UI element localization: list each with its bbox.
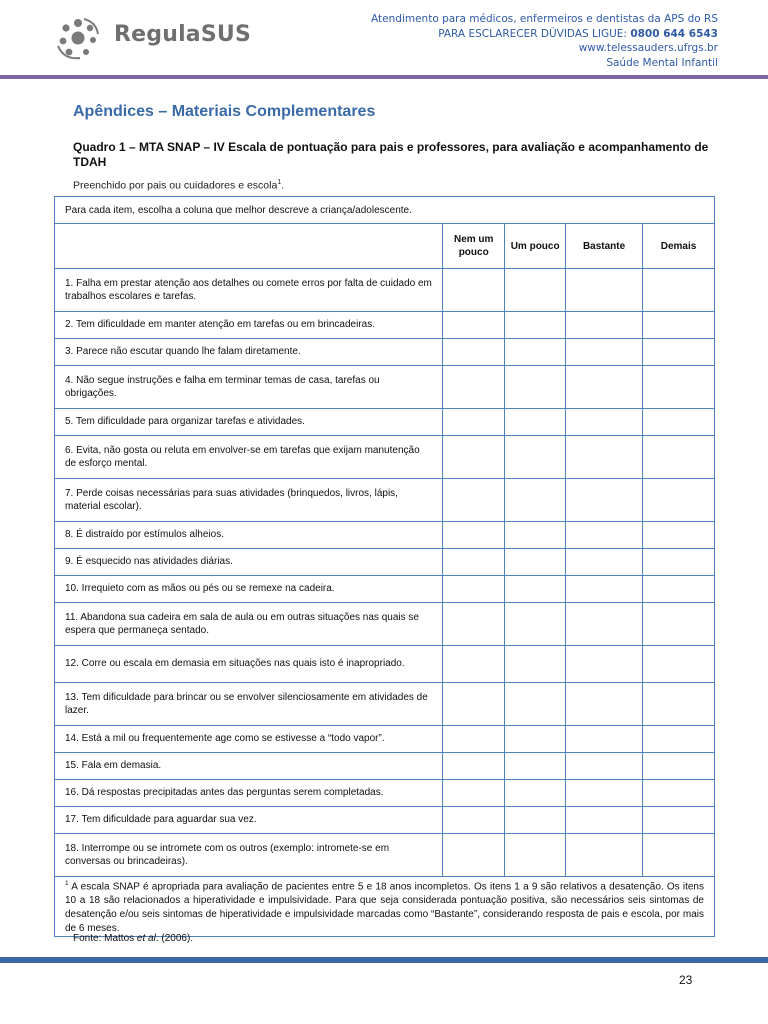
answer-cell[interactable] xyxy=(443,409,505,436)
answer-cell[interactable] xyxy=(443,834,505,877)
answer-cell[interactable] xyxy=(505,603,566,646)
table-row xyxy=(55,409,715,436)
header-phone-label: PARA ESCLARECER DÚVIDAS LIGUE: xyxy=(438,27,631,40)
answer-cell[interactable] xyxy=(643,436,715,479)
answer-cell[interactable] xyxy=(505,780,566,807)
answer-cell[interactable] xyxy=(505,834,566,877)
source-suffix: . (2006). xyxy=(155,933,194,944)
answer-cell[interactable] xyxy=(643,753,715,780)
column-header: Nem um pouco xyxy=(443,224,505,269)
logo-wordmark xyxy=(114,22,251,47)
table-row xyxy=(55,683,715,726)
footer-divider-bar xyxy=(0,957,768,963)
answer-cell[interactable] xyxy=(443,436,505,479)
page-number: 23 xyxy=(679,973,693,987)
answer-cell[interactable] xyxy=(566,753,643,780)
answer-cell[interactable] xyxy=(643,269,715,312)
item-text: 13. Tem dificuldade para brincar ou se envolver silenciosamente em atividades de lazer. xyxy=(55,683,443,726)
header-topic: Saúde Mental Infantil xyxy=(606,56,718,69)
item-text: 7. Perde coisas necessárias para suas atividades (brinquedos, livros, lápis, material escolar). xyxy=(55,479,443,522)
answer-cell[interactable] xyxy=(566,312,643,339)
item-text: 10. Irrequieto com as mãos ou pés ou se remexe na cadeira. xyxy=(55,576,443,603)
answer-cell[interactable] xyxy=(566,269,643,312)
logo-text-bold: SUS xyxy=(200,22,252,47)
answer-cell[interactable] xyxy=(643,339,715,366)
table-row xyxy=(55,549,715,576)
answer-cell[interactable] xyxy=(505,409,566,436)
logo-text: Regula xyxy=(114,22,201,47)
answer-cell[interactable] xyxy=(566,603,643,646)
source-citation xyxy=(73,933,193,944)
answer-cell[interactable] xyxy=(443,549,505,576)
answer-cell[interactable] xyxy=(505,269,566,312)
table-row xyxy=(55,646,715,683)
fill-note-sup: 1 xyxy=(277,179,282,186)
answer-cell[interactable] xyxy=(566,576,643,603)
answer-cell[interactable] xyxy=(443,726,505,753)
answer-cell[interactable] xyxy=(643,312,715,339)
item-text: 8. É distraído por estímulos alheios. xyxy=(55,522,443,549)
section-title: Apêndices – Materiais Complementares xyxy=(73,103,376,120)
item-text: 3. Parece não escutar quando lhe falam diretamente. xyxy=(55,339,443,366)
table-row xyxy=(55,312,715,339)
answer-cell[interactable] xyxy=(443,479,505,522)
answer-cell[interactable] xyxy=(443,807,505,834)
answer-cell[interactable] xyxy=(505,312,566,339)
table-row xyxy=(55,522,715,549)
answer-cell[interactable] xyxy=(566,549,643,576)
item-text: 4. Não segue instruções e falha em terminar temas de casa, tarefas ou obrigações. xyxy=(55,366,443,409)
answer-cell[interactable] xyxy=(566,646,643,683)
header-divider-bar xyxy=(0,75,768,79)
item-text: 14. Está a mil ou frequentemente age como se estivesse a “todo vapor”. xyxy=(55,726,443,753)
column-header: Demais xyxy=(643,224,715,269)
answer-cell[interactable] xyxy=(443,312,505,339)
answer-cell[interactable] xyxy=(505,807,566,834)
answer-cell[interactable] xyxy=(505,576,566,603)
answer-cell[interactable] xyxy=(566,683,643,726)
answer-cell[interactable] xyxy=(443,753,505,780)
answer-cell[interactable] xyxy=(643,780,715,807)
regulasus-logo xyxy=(54,16,252,62)
item-text: 5. Tem dificuldade para organizar tarefas e atividades. xyxy=(55,409,443,436)
answer-cell[interactable] xyxy=(566,436,643,479)
table-row xyxy=(55,807,715,834)
answer-cell[interactable] xyxy=(443,339,505,366)
answer-cell[interactable] xyxy=(505,479,566,522)
answer-cell[interactable] xyxy=(643,549,715,576)
answer-cell[interactable] xyxy=(505,436,566,479)
header-info-line1: Atendimento para médicos, enfermeiros e dentistas da APS do RS xyxy=(371,13,718,25)
instruction-row xyxy=(55,197,715,224)
footnote-text: A escala SNAP é apropriada para avaliação de pacientes entre 5 e 18 anos incompletos. Os itens 1 a 9 são relativos a desatenção. Os itens 10 a 18 são relacionados a hiperatividade e impulsividade. Para que seja considerada pontuação positiva, são necessários seis sintomas de desatenção e/ou seis sintomas de hiperatividade e impulsividade marcadas como “Bastante”, considerando resposta de pais e escola, por mais de 6 meses. xyxy=(65,881,704,934)
fill-note: Preenchido por pais ou cuidadores e escola$^1$. xyxy=(73,179,285,192)
answer-cell[interactable] xyxy=(443,603,505,646)
table-row xyxy=(55,366,715,409)
regulasus-logo-icon xyxy=(54,16,102,62)
item-text: 9. É esquecido nas atividades diárias. xyxy=(55,549,443,576)
answer-cell[interactable] xyxy=(643,646,715,683)
answer-cell[interactable] xyxy=(643,522,715,549)
item-text: 6. Evita, não gosta ou reluta em envolver-se em tarefas que exijam manutenção de esforço mental. xyxy=(55,436,443,479)
answer-cell[interactable] xyxy=(566,834,643,877)
answer-cell[interactable] xyxy=(643,683,715,726)
item-text: 15. Fala em demasia. xyxy=(55,753,443,780)
table-row xyxy=(55,603,715,646)
column-header-row xyxy=(55,224,715,269)
header-website: www.telessauders.ufrgs.br xyxy=(578,42,718,55)
column-header: Bastante xyxy=(566,224,643,269)
item-text: 18. Interrompe ou se intromete com os outros (exemplo: intromete-se em conversas ou brincadeiras). xyxy=(55,834,443,877)
answer-cell[interactable] xyxy=(566,339,643,366)
answer-cell[interactable] xyxy=(443,646,505,683)
source-italic: et al xyxy=(136,933,156,944)
answer-cell[interactable] xyxy=(505,549,566,576)
header-info-line2 xyxy=(371,27,718,42)
answer-cell[interactable] xyxy=(566,479,643,522)
answer-cell[interactable] xyxy=(443,576,505,603)
answer-cell[interactable] xyxy=(566,780,643,807)
answer-cell[interactable] xyxy=(566,807,643,834)
table-row xyxy=(55,479,715,522)
answer-cell[interactable] xyxy=(643,366,715,409)
answer-cell[interactable] xyxy=(643,834,715,877)
answer-cell[interactable] xyxy=(443,522,505,549)
item-text: 12. Corre ou escala em demasia em situações nas quais isto é inapropriado. xyxy=(55,646,443,683)
answer-cell[interactable] xyxy=(643,479,715,522)
answer-cell[interactable] xyxy=(643,576,715,603)
answer-cell[interactable] xyxy=(505,366,566,409)
snap-iv-table xyxy=(54,196,715,937)
table-row xyxy=(55,436,715,479)
footnote-sup: 1 xyxy=(65,880,69,887)
table-row xyxy=(55,269,715,312)
blank-header-cell xyxy=(55,224,443,269)
answer-cell[interactable] xyxy=(643,726,715,753)
answer-cell[interactable] xyxy=(443,780,505,807)
source-prefix: Fonte: Mattos xyxy=(73,933,137,944)
answer-cell[interactable] xyxy=(505,339,566,366)
page-header xyxy=(0,0,768,80)
item-text: 2. Tem dificuldade em manter atenção em tarefas ou em brincadeiras. xyxy=(55,312,443,339)
footnote-row xyxy=(55,877,715,937)
header-phone: 0800 644 6543 xyxy=(630,27,718,40)
footnote-cell xyxy=(55,877,715,937)
answer-cell[interactable] xyxy=(505,683,566,726)
item-text: 16. Dá respostas precipitadas antes das perguntas serem completadas. xyxy=(55,780,443,807)
table-row xyxy=(55,339,715,366)
table-row xyxy=(55,834,715,877)
answer-cell[interactable] xyxy=(505,646,566,683)
quadro-title: Quadro 1 – MTA SNAP – IV Escala de pontuação para pais e professores, para avaliação e acompanhamento de TDAH xyxy=(73,140,709,169)
item-text: 1. Falha em prestar atenção aos detalhes ou comete erros por falta de cuidado em trabalhos escolares e tarefas. xyxy=(55,269,443,312)
table-row xyxy=(55,780,715,807)
answer-cell[interactable] xyxy=(566,409,643,436)
column-header: Um pouco xyxy=(505,224,566,269)
answer-cell[interactable] xyxy=(643,603,715,646)
table-row xyxy=(55,576,715,603)
answer-cell[interactable] xyxy=(505,726,566,753)
item-text: 11. Abandona sua cadeira em sala de aula ou em outras situações nas quais se espera que permaneça sentado. xyxy=(55,603,443,646)
instruction-cell: Para cada item, escolha a coluna que melhor descreve a criança/adolescente. xyxy=(55,197,715,224)
answer-cell[interactable] xyxy=(443,683,505,726)
answer-cell[interactable] xyxy=(566,366,643,409)
answer-cell[interactable] xyxy=(505,522,566,549)
answer-cell[interactable] xyxy=(643,409,715,436)
table-row xyxy=(55,753,715,780)
answer-cell[interactable] xyxy=(566,726,643,753)
answer-cell[interactable] xyxy=(443,269,505,312)
answer-cell[interactable] xyxy=(505,753,566,780)
answer-cell[interactable] xyxy=(643,807,715,834)
answer-cell[interactable] xyxy=(566,522,643,549)
answer-cell[interactable] xyxy=(443,366,505,409)
fill-note-text: Preenchido por pais ou cuidadores e escola xyxy=(73,179,278,192)
item-text: 17. Tem dificuldade para aguardar sua vez. xyxy=(55,807,443,834)
header-contact-info xyxy=(371,12,718,70)
table-row xyxy=(55,726,715,753)
